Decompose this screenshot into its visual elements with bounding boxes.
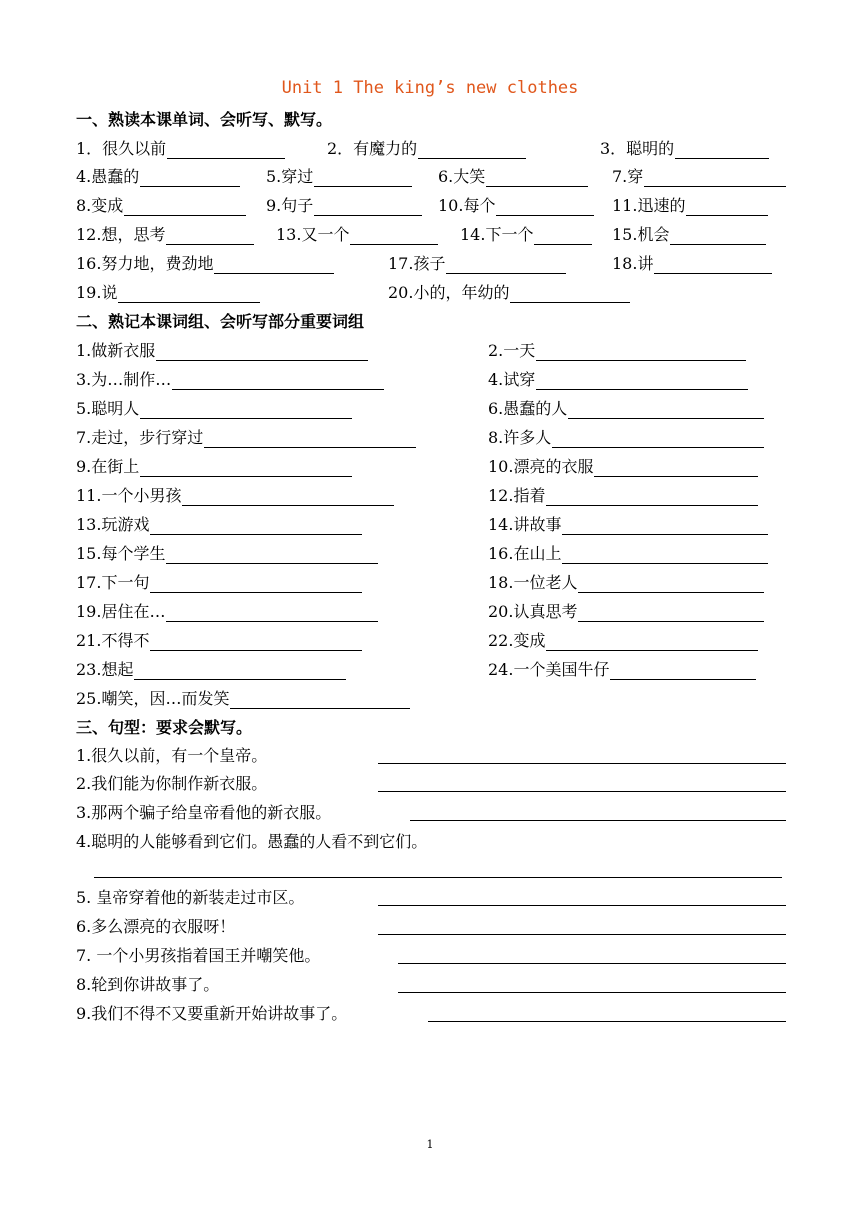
vocab-item: 12.想，思考 [76,225,254,245]
document-title: Unit 1 The king’s new clothes [281,78,579,98]
phrase-item: 5.聪明人 [76,399,352,419]
phrase-item: 20.认真思考 [488,602,764,622]
vocab-item: 18.讲 [612,254,772,274]
vocab-item: 8.变成 [76,196,246,216]
phrase-item: 23.想起 [76,660,346,680]
vocab-item: 9.句子 [266,196,422,216]
phrase-item: 24.一个美国牛仔 [488,660,756,680]
vocab-item: 6.大笑 [438,167,588,187]
phrase-item: 3.为…制作… [76,370,384,390]
vocab-item: 13.又一个 [276,225,438,245]
answer-line [378,763,786,764]
phrase-item: 2.一天 [488,341,746,361]
sentence-item: 2.我们能为你制作新衣服。 [76,774,268,793]
vocab-item: 1．很久以前 [76,139,285,159]
vocab-item: 20.小的，年幼的 [388,283,630,303]
phrase-item: 8.许多人 [488,428,764,448]
page-number: 1 [426,1138,434,1151]
vocab-item: 3．聪明的 [600,139,769,159]
answer-line [378,905,786,906]
sentence-item: 5. 皇帝穿着他的新装走过市区。 [76,888,305,907]
answer-line [398,992,786,993]
phrase-item: 4.试穿 [488,370,748,390]
phrase-item: 22.变成 [488,631,758,651]
answer-line [94,877,782,878]
sentence-item: 9.我们不得不又要重新开始讲故事了。 [76,1004,348,1023]
answer-line [410,820,786,821]
answer-line [428,1021,786,1022]
sentence-item: 1.很久以前，有一个皇帝。 [76,746,268,765]
section3-heading: 三、句型：要求会默写。 [76,718,253,737]
section2-heading: 二、熟记本课词组、会听写部分重要词组 [76,312,365,331]
phrase-item: 16.在山上 [488,544,768,564]
vocab-item: 14.下一个 [460,225,592,245]
phrase-item: 13.玩游戏 [76,515,362,535]
phrase-item: 18.一位老人 [488,573,764,593]
phrase-item: 14.讲故事 [488,515,768,535]
vocab-item: 4.愚蠢的 [76,167,240,187]
phrase-item: 11.一个小男孩 [76,486,394,506]
phrase-item: 21.不得不 [76,631,362,651]
vocab-item: 15.机会 [612,225,766,245]
phrase-item: 25.嘲笑，因…而发笑 [76,689,410,709]
sentence-item: 7. 一个小男孩指着国王并嘲笑他。 [76,946,321,965]
section1-heading: 一、熟读本课单词、会听写、默写。 [76,110,333,129]
vocab-item: 17.孩子 [388,254,566,274]
phrase-item: 9.在街上 [76,457,352,477]
sentence-item: 6.多么漂亮的衣服呀！ [76,917,236,936]
vocab-item: 10.每个 [438,196,594,216]
answer-line [398,963,786,964]
answer-line [378,791,786,792]
vocab-item: 19.说 [76,283,260,303]
vocab-item: 2．有魔力的 [327,139,526,159]
vocab-item: 5.穿过 [266,167,412,187]
phrase-item: 7.走过，步行穿过 [76,428,416,448]
sentence-item: 8.轮到你讲故事了。 [76,975,220,994]
sentence-item: 3.那两个骗子给皇帝看他的新衣服。 [76,803,332,822]
vocab-item: 11.迅速的 [612,196,768,216]
answer-line [378,934,786,935]
phrase-item: 1.做新衣服 [76,341,368,361]
phrase-item: 12.指着 [488,486,758,506]
sentence-item: 4.聪明的人能够看到它们。愚蠢的人看不到它们。 [76,832,428,851]
phrase-item: 19.居住在… [76,602,378,622]
vocab-item: 7.穿 [612,167,786,187]
phrase-item: 17.下一句 [76,573,362,593]
vocab-item: 16.努力地，费劲地 [76,254,334,274]
phrase-item: 10.漂亮的衣服 [488,457,758,477]
phrase-item: 6.愚蠢的人 [488,399,764,419]
phrase-item: 15.每个学生 [76,544,378,564]
